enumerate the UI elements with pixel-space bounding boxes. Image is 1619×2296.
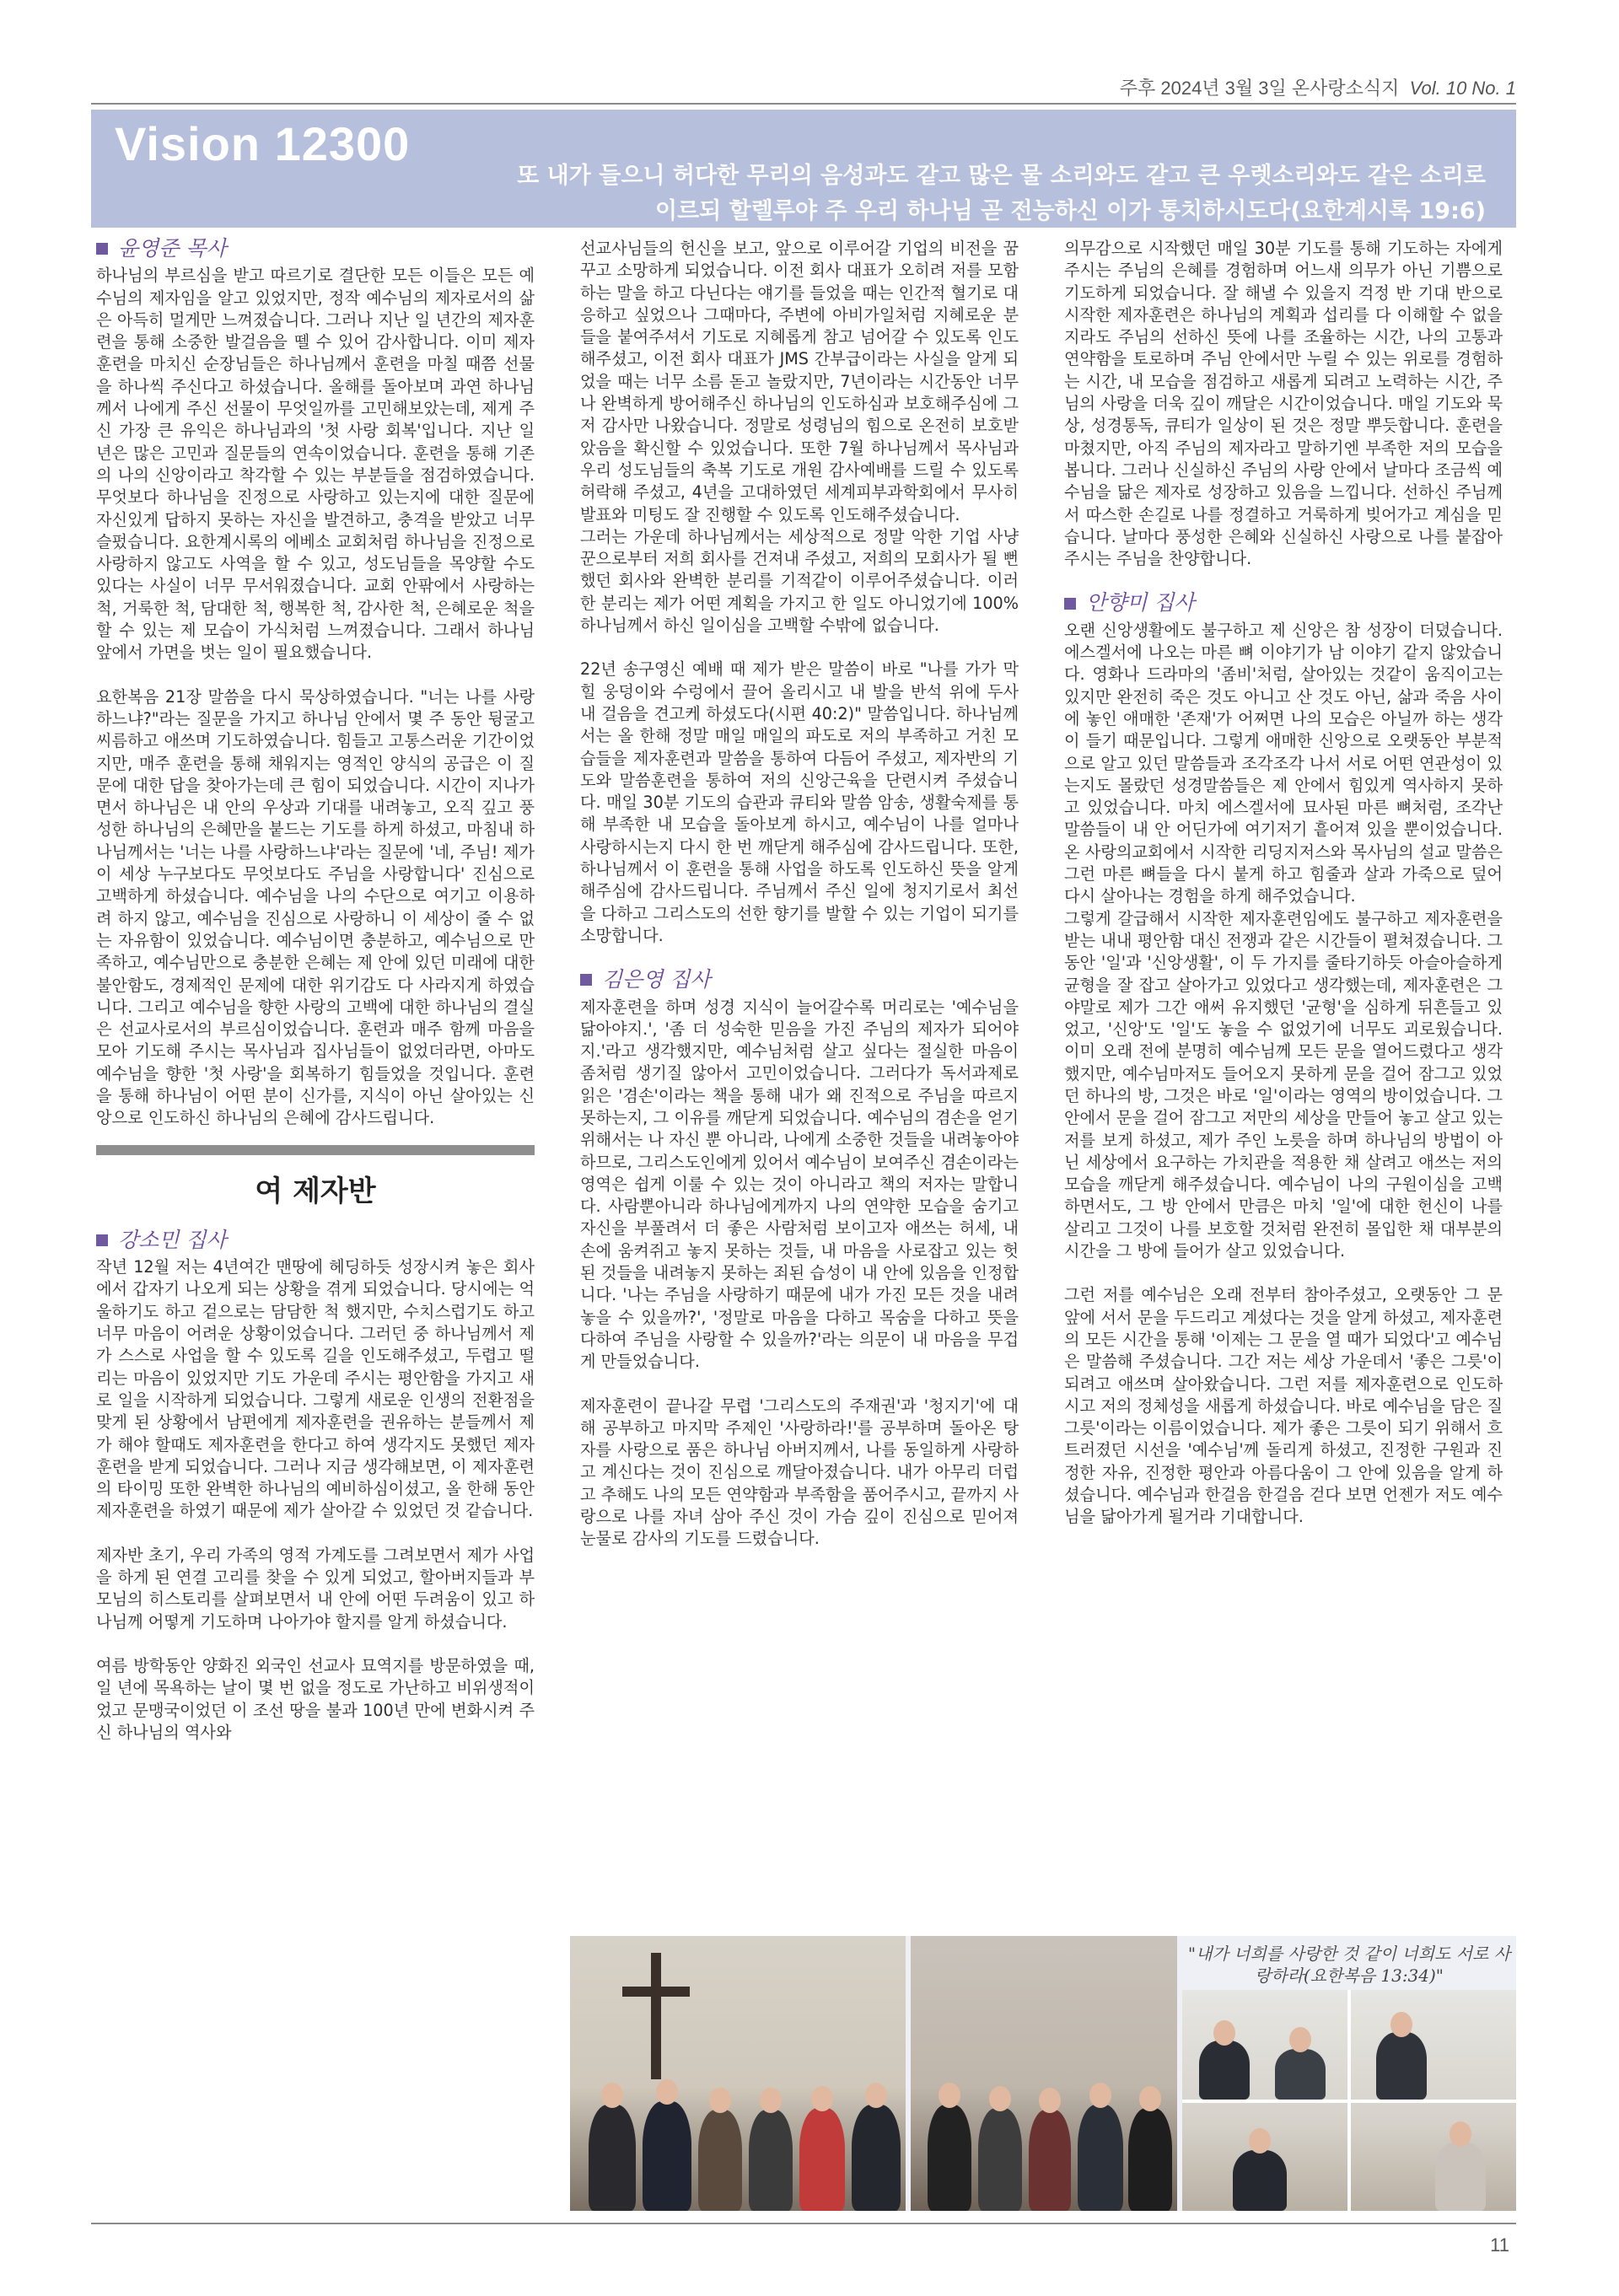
article-paragraph: 오랜 신앙생활에도 불구하고 제 신앙은 참 성장이 더뎠습니다. 에스겔서에 나오는 마른 뼈 이야기가 남 이야기 같지 않았습니다. 영화나 드라마의 '좀비'처럼, 살아있는 것같이 움직이고는 있지만 완전히 죽은 것도 아니고 산 것도 아닌, 삶과 죽음 사이에 놓인 애매한 '존재'가 어쩌면 나의 모습은 아닐까 하는 생각이 들기 때문입니다. 그렇게 애매한 신앙으로 오랫동안 부분적으로 알고 있던 말씀들과 조각조각 나서 서로 어떤 연관성이 있는지도 몰랐던 성경말씀들은 제 안에서 힘있게 역사하지 못하고 있었습니다. 마치 에스겔서에 묘사된 마른 뼈처럼, 조각난 말씀들이 내 안 어딘가에 여기저기 흩어져 있을 뿐이었습니다. 온 사랑의교회에서 시작한 리딩지저스와 목사님의 설교 말씀은 그런 마른 뼈들을 다시 붙게 하고 힘줄과 살과 가죽으로 덮어 다시 살아나는 경험을 하게 해주었습니다. xyxy=(1064,620,1503,906)
group-photo-hall xyxy=(911,1936,1177,2211)
study-group-photo xyxy=(1182,1990,1516,2211)
photo-strip xyxy=(570,1936,1516,2211)
issue-volume: Vol. 10 No. 1 xyxy=(1409,78,1516,99)
square-bullet-icon xyxy=(580,974,592,986)
footer-rule xyxy=(91,2223,1516,2224)
page-number: 11 xyxy=(1490,2234,1509,2256)
author-heading xyxy=(1064,592,1503,614)
issue-header xyxy=(91,74,1516,100)
vision-banner xyxy=(91,110,1516,228)
article-paragraph: 그러는 가운데 하나님께서는 세상적으로 정말 악한 기업 사냥꾼으로부터 저희 회사를 건져내 주셨고, 저희의 모회사가 될 뻔 했던 회사와 완벽한 분리를 기적같이 이루어주셨습니다. 이러한 분리는 제가 어떤 계획을 가지고 한 일도 아니었기에 100% 하나님께서 하신 일이심을 고백할 수밖에 없습니다. xyxy=(580,526,1019,636)
article-paragraph: 22년 송구영신 예배 때 제가 받은 말씀이 바로 "나를 가가 막힐 웅덩이와 수렁에서 끌어 올리시고 내 발을 반석 위에 두사 내 걸음을 견고케 하셨도다(시편 40:2)" 말씀입니다. 하나님께서는 올 한해 정말 매일 매일의 파도로 저의 부족하고 거친 모습들을 제자훈련과 말씀을 통하여 다듬어 주셨고, 제자반의 기도와 말씀훈련을 통하여 저의 신앙근육을 단련시켜 주셨습니다. 매일 30분 기도의 습관과 큐티와 말씀 암송, 생활숙제를 통해 부족한 내 모습을 돌아보게 하시고, 예수님이 나를 얼마나 사랑하시는지 다시 한 번 깨닫게 해주심에 감사드립니다. 또한, 하나님께서 이 훈련을 통해 사업을 하도록 인도하신 뜻을 알게 해주심에 감사드립니다. 주님께서 주신 일에 청지기로서 최선을 다하고 그리스도의 선한 향기를 발할 수 있는 기업이 되기를 소망합니다. xyxy=(580,659,1019,945)
article-paragraph: 요한복음 21장 말씀을 다시 묵상하였습니다. "너는 나를 사랑하느냐?"라는 질문을 가지고 하나님 안에서 몇 주 동안 뒹굴고 씨름하고 애쓰며 기도하였습니다. 힘들고 고통스러운 기간이었지만, 매주 훈련을 통해 채워지는 영적인 양식의 공급은 이 질문에 대한 답을 찾아가는데 큰 힘이 되었습니다. 시간이 지나가면서 하나님은 내 안의 우상과 기대를 내려놓고, 오직 깊고 풍성한 하나님의 은혜만을 붙드는 기도를 하게 하셨고, 마침내 하나님께서는 '너는 나를 사랑하느냐'라는 질문에 '네, 주님! 제가 이 세상 누구보다도 무엇보다도 주님을 사랑합니다' 진심으로 고백하게 하셨습니다. 예수님을 나의 수단으로 여기고 이용하려 하지 않고, 예수님을 진심으로 사랑하니 이 세상이 줄 수 없는 자유함이 있었습니다. 예수님이면 충분하고, 예수님으로 만족하고, 예수님만으로 충분한 은혜는 제 안에 있던 미래에 대한 불안함도, 경제적인 문제에 대한 위기감도 다 사라지게 하였습니다. 그리고 예수님을 향한 사랑의 고백에 대한 하나님의 결실은 선교사로서의 부르심이었습니다. 훈련과 매주 함께 마음을 모아 기도해 주시는 목사님과 집사님들이 없었더라면, 아마도 예수님을 향한 '첫 사랑'을 회복하기 힘들었을 것입니다. 훈련을 통해 하나님이 어떤 분이 신가를, 지식이 아닌 살아있는 신앙으로 인도하신 하나님의 은혜에 감사드립니다. xyxy=(96,686,535,1128)
author-heading xyxy=(580,969,1019,991)
banner-title: Vision 12300 xyxy=(115,117,411,170)
article-paragraph: 제자반 초기, 우리 가족의 영적 가계도를 그려보면서 제가 사업을 하게 된 연결 고리를 찾을 수 있게 되었고, 할아버지들과 부모님의 히스토리를 살펴보면서 내 안에 어떤 두려움이 있고 하나님께 어떻게 기도하며 나아가야 할지를 알게 하셨습니다. xyxy=(96,1545,535,1632)
author-name: 윤영준 목사 xyxy=(118,236,227,261)
section-divider xyxy=(96,1145,535,1155)
square-bullet-icon xyxy=(1064,598,1076,610)
article-paragraph: 작년 12월 저는 4년여간 맨땅에 헤딩하듯 성장시켜 놓은 회사에서 갑자기 나오게 되는 상황을 겪게 되었습니다. 당시에는 억울하기도 하고 겉으로는 담담한 척 했지만, 수치스럽기도 하고 너무 마음이 어려운 상황이었습니다. 그러던 중 하나님께서 제가 스스로 사업을 할 수 있도록 길을 인도해주셨고, 두렵고 떨리는 마음이 있었지만 기도 가운데 주시는 평안함을 가지고 새로 일을 시작하게 되었습니다. 그렇게 새로운 인생의 전환점을 맞게 된 상황에서 남편에게 제자훈련을 권유하는 분들께서 제가 해야 할때도 제자훈련을 한다고 하여 생각지도 못했던 제자훈련을 받게 되었습니다. 그러나 지금 생각해보면, 이 제자훈련의 타이밍 또한 완벽한 하나님의 예비하심이셨고, 올 한해 동안 제자훈련을 하였기 때문에 제가 살아갈 수 있었던 것 같습니다. xyxy=(96,1257,535,1521)
group-photo-cross xyxy=(570,1936,906,2211)
author-name: 안향미 집사 xyxy=(1086,590,1195,616)
square-bullet-icon xyxy=(96,243,108,255)
column-2 xyxy=(580,238,1019,1551)
issue-date: 주후 2024년 3월 3일 온사랑소식지 xyxy=(1119,78,1400,99)
banner-verse xyxy=(474,159,1486,229)
article-paragraph: 그런 저를 예수님은 오래 전부터 참아주셨고, 오랫동안 그 문 앞에 서서 문을 두드리고 계셨다는 것을 알게 하셨고, 제자훈련의 모든 시간을 통해 '이제는 그 문을 열 때가 되었다'고 예수님은 말씀해 주셨습니다. 그간 저는 세상 가운데서 '좋은 그릇'이 되려고 애쓰며 살아왔습니다. 그런 저를 제자훈련으로 인도하시고 저의 정체성을 새롭게 하셨습니다. 바로 예수님을 담은 질그릇'이라는 이름이었습니다. 제가 좋은 그릇이 되기 위해서 흐트러졌던 시선을 '예수님'께 돌리게 하셨고, 진정한 구원과 진정한 자유, 진정한 평안과 아름다움이 그 안에 있음을 알게 하셨습니다. 예수님과 한걸음 한걸음 걷다 보면 언젠가 저도 예수님을 닮아가게 될거라 기대합니다. xyxy=(1064,1285,1503,1527)
column-1 xyxy=(96,238,535,1744)
banner-verse-line1: 또 내가 들으니 허다한 무리의 음성과도 같고 많은 물 소리와도 같고 큰 우렛소리와도 같은 소리로 xyxy=(517,163,1486,189)
article-paragraph: 선교사님들의 헌신을 보고, 앞으로 이루어갈 기업의 비전을 꿈꾸고 소망하게 되었습니다. 이전 회사 대표가 오히려 저를 모함하는 말을 하고 다닌다는 얘기를 들었을 때는 인간적 혈기로 대응하고 싶었으나 그때마다, 주변에 아비가일처럼 지혜로운 분들을 붙여주셔서 기도로 지혜롭게 참고 넘어갈 수 있도록 인도해주셨고, 이전 회사 대표가 JMS 간부급이라는 사실을 알게 되었을 때는 너무 소름 돋고 놀랐지만, 7년이라는 시간동안 너무나 완벽하게 방어해주신 하나님의 인도하심과 보호해주심에 그저 감사만 나왔습니다. 정말로 성령님의 힘으로 온전히 보호받았음을 확신할 수 있었습니다. 또한 7월 하나님께서 목사님과 우리 성도님들의 축복 기도로 개원 감사예배를 드릴 수 있도록 허락해 주셨고, 4년을 고대하였던 세계피부과학회에서 무사히 발표와 미팅도 잘 진행할 수 있도록 인도해주셨습니다. xyxy=(580,239,1019,524)
header-rule xyxy=(91,103,1516,105)
banner-verse-line2: 이르되 할렐루야 주 우리 하나님 곧 전능하신 이가 통치하시도다(요한계시록 19:6) xyxy=(655,198,1486,224)
square-bullet-icon xyxy=(96,1234,108,1246)
article-paragraph: 여름 방학동안 양화진 외국인 선교사 묘역지를 방문하였을 때, 일 년에 목욕하는 날이 몇 번 없을 정도로 가난하고 비위생적이었고 문맹국이었던 이 조선 땅을 불과 100년 만에 변화시켜 주신 하나님의 역사와 xyxy=(96,1655,535,1742)
author-heading xyxy=(96,1229,535,1251)
article-paragraph: 하나님의 부르심을 받고 따르기로 결단한 모든 이들은 모든 예수님의 제자임을 알고 있었지만, 정작 예수님의 제자로서의 삶은 아득히 멀게만 느껴졌습니다. 그러나 지난 일 년간의 제자훈련을 통해 소중한 발걸음을 뗄 수 있어 감사합니다. 이미 제자훈련을 마치신 순장님들은 하나님께서 훈련을 마칠 때쯤 선물을 하나씩 주신다고 하셨습니다. 올해를 돌아보며 과연 하나님께서 나에게 주신 선물이 무엇일까를 고민해보았는데, 제게 주신 가장 큰 유익은 하나님과의 '첫 사랑 회복'입니다. 지난 일 년은 많은 고민과 질문들의 연속이었습니다. 훈련을 통해 기존의 나의 신앙이라고 착각할 수 있는 부분들을 점검하였습니다. 무엇보다 하나님을 진정으로 사랑하고 있는지에 대한 질문에 자신있게 답하지 못하는 자신을 발견하고, 충격을 받았고 너무 슬펐습니다. 요한계시록의 에베소 교회처럼 하나님을 진정으로 사랑하지 않고도 사역을 할 수 있고, 성도님들을 목양할 수도 있다는 사실이 너무 무서워졌습니다. 교회 안팎에서 사랑하는 척, 거룩한 척, 담대한 척, 행복한 척, 감사한 척, 은혜로운 척을 할 수 있는 제 모습이 가식처럼 느껴졌습니다. 그래서 하나님 앞에서 가면을 벗는 일이 필요했습니다. xyxy=(96,266,535,663)
author-name: 강소민 집사 xyxy=(118,1227,227,1252)
column-3 xyxy=(1064,238,1503,1529)
author-name: 김은영 집사 xyxy=(602,967,711,992)
article-paragraph: 그렇게 갈급해서 시작한 제자훈련임에도 불구하고 제자훈련을 받는 내내 평안함 대신 전쟁과 같은 시간들이 펼쳐졌습니다. 그동안 '일'과 '신앙생활', 이 두 가지를 줄타기하듯 아슬아슬하게 균형을 잘 잡고 살아가고 있었다고 생각했는데, 제자훈련은 그야말로 제가 그간 애써 유지했던 '균형'을 심하게 뒤흔들고 있었고, '신앙'도 '일'도 놓을 수 없었기에 너무도 괴로웠습니다. 이미 오래 전에 분명히 예수님께 모든 문을 열어드렸다고 생각했지만, 예수님마저도 들어오지 못하게 문을 걸어 잠그고 있었던 하나의 방, 그것은 바로 '일'이라는 영역의 방이었습니다. 그 안에서 문을 걸어 잠그고 저만의 세상을 만들어 놓고 살고 있는 저를 보게 하셨고, 제가 주인 노릇을 하며 하나님의 방법이 아닌 세상에서 요구하는 가치관을 적용한 채 살려고 애쓰는 저의 모습을 깨닫게 해주셨습니다. 예수님이 나의 구원이심을 고백하면서도, 그 방 안에서 만큼은 마치 '일'에 대한 헌신이 나를 살리고 그것이 나를 보호할 것처럼 완전히 몰입한 채 대부분의 시간을 그 방에 들어가 살고 있었습니다. xyxy=(1064,908,1503,1261)
photo-caption: "내가 너희를 사랑한 것 같이 너희도 서로 사랑하라(요한복음 13:34)" xyxy=(1187,1944,1511,1986)
section-title: 여 제자반 xyxy=(255,1174,376,1208)
article-paragraph: 제자훈련을 하며 성경 지식이 늘어갈수록 머리로는 '예수님을 닮아야지.', '좀 더 성숙한 믿음을 가진 주님의 제자가 되어야지.'라고 생각했지만, 예수님처럼 살고 싶다는 절실한 마음이 좀처럼 생기질 않아서 고민이었습니다. 그러다가 독서과제로 읽은 '겸손'이라는 책을 통해 내가 왜 진적으로 주님을 따르지 못하는지, 그 이유를 깨닫게 되었습니다. 예수님의 겸손을 얻기 위해서는 나 자신 뿐 아니라, 나에게 소중한 것들을 내려놓아야 하므로, 그리스도인에게 있어서 예수님이 보여주신 겸손이라는 영역은 쉽게 이룰 수 있는 것이 아니라고 책의 저자는 말합니다. 사람뿐아니라 하나님에게까지 나의 연약한 모습을 숨기고 자신을 부풀려서 더 좋은 사람처럼 보이고자 애쓰는 허세, 내 손에 움켜쥐고 놓지 못하는 것들, 내 마음을 사로잡고 있는 헛된 것들을 내려놓지 못하는 죄된 습성이 내 안에 있음을 인정합니다. '나는 주님을 사랑하기 때문에 내가 가진 모든 것을 내려놓을 수 있을까?', '정말로 마음을 다하고 목숨을 다하고 뜻을 다하여 주님을 사랑할 수 있을까?'라는 의문이 내 마음을 무겁게 만들었습니다. xyxy=(580,997,1019,1372)
author-heading xyxy=(96,238,535,260)
article-paragraph: 제자훈련이 끝나갈 무렵 '그리스도의 주재권'과 '청지기'에 대해 공부하고 마지막 주제인 '사랑하라!'를 공부하며 돌아온 탕자를 사랑으로 품은 하나님 아버지께서, 나를 동일하게 사랑하고 계신다는 것이 진심으로 깨달아졌습니다. 내가 아무리 더럽고 추해도 나의 모든 연약함과 부족함을 품어주시고, 끝까지 사랑으로 나를 자녀 삼아 주신 것이 가슴 깊이 진심으로 믿어져 눈물로 감사의 기도를 드렸습니다. xyxy=(580,1395,1019,1549)
article-paragraph: 의무감으로 시작했던 매일 30분 기도를 통해 기도하는 자에게 주시는 주님의 은혜를 경험하며 어느새 의무가 아닌 기쁨으로 기도하게 되었습니다. 잘 해낼 수 있을지 걱정 반 기대 반으로 시작한 제자훈련은 하나님의 계획과 섭리를 다 이해할 수 없을지라도 주님의 선하신 뜻에 나를 조율하는 시간, 나의 고통과 연약함을 토로하며 주님 안에서만 누릴 수 있는 위로를 경험하는 시간, 내 모습을 점검하고 새롭게 되려고 노력하는 시간, 주님의 사랑을 더욱 깊이 깨달은 시간이었습니다. 매일 기도와 묵상, 성경통독, 큐티가 일상이 된 것은 정말 뿌듯합니다. 훈련을 마쳤지만, 아직 주님의 제자라고 말하기엔 부족한 저의 모습을 봅니다. 그러나 신실하신 주님의 사랑 안에서 날마다 조금씩 예수님을 닮은 제자로 성장하고 있음을 느낍니다. 선하신 주님께서 따스한 손길로 나를 정결하고 거룩하게 빚어가고 계심을 믿습니다. 날마다 풍성한 은혜와 신실하신 사랑으로 나를 붙잡아 주시는 주님을 찬양합니다. xyxy=(1064,239,1503,569)
